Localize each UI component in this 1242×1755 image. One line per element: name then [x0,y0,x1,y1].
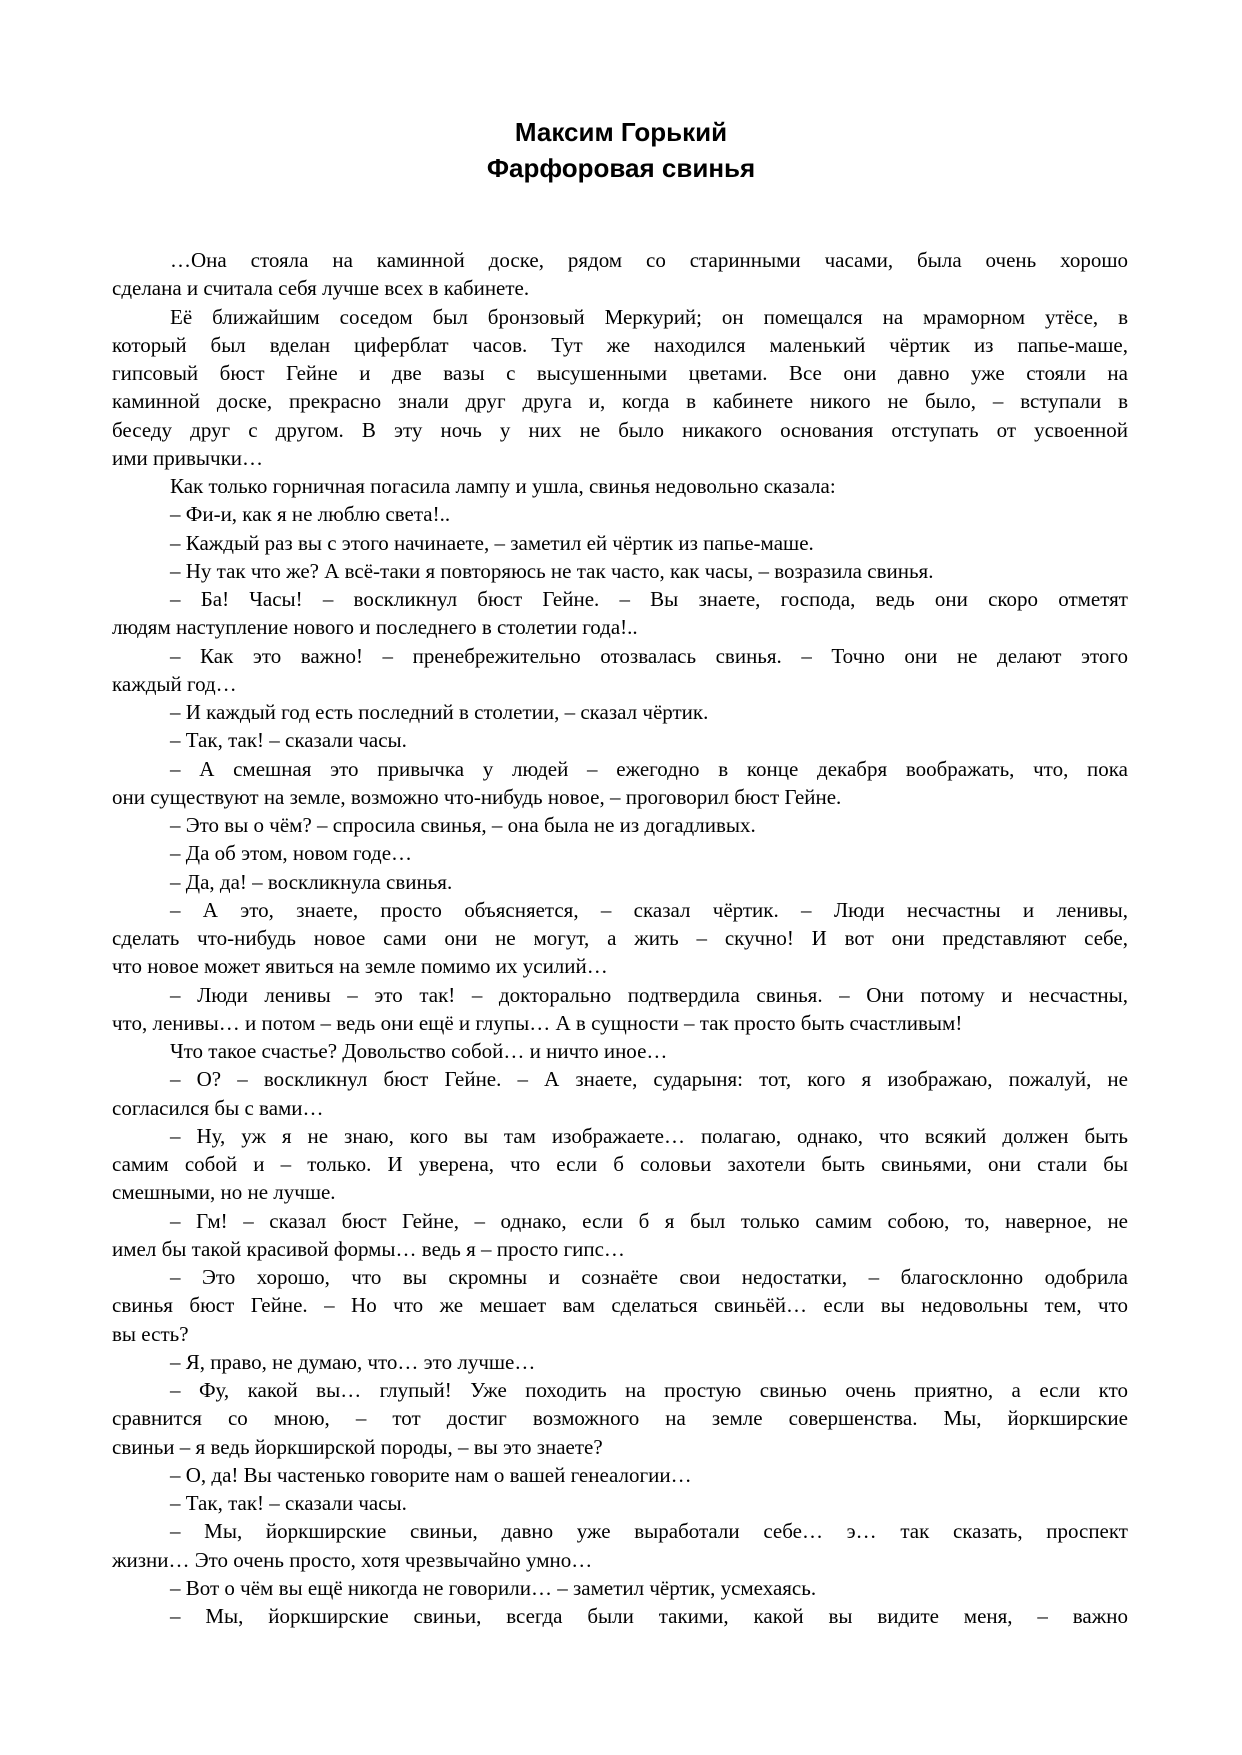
text-line: – Фи-и, как я не люблю света!.. [170,502,451,527]
text-line: – Ну так что же? А всё-таки я повторяюсь не так часто, как часы, – возразила свинья. [170,558,934,583]
story-title: Фарфоровая свинья [486,153,756,183]
paragraph [112,1574,1128,1602]
text-line: имел бы такой красивой формы… ведь я – просто гипс… [112,1236,625,1261]
paragraph [112,868,1128,896]
text-line: самим собой и – только. И уверена, что если б соловьи захотели быть свиньями, они стали бы [112,1152,1128,1176]
text-line: – Люди ленивы – это так! – докторально подтвердила свинья. – Они потому и несчастны, [170,982,1128,1007]
paragraph [112,303,1128,473]
paragraph [112,1517,1128,1574]
paragraph [112,529,1128,557]
paragraph [112,585,1128,642]
paragraph [112,811,1128,839]
text-line: ими привычки… [112,445,264,470]
text-line: Что такое счастье? Довольство собой… и ничто иное… [170,1039,668,1063]
paragraph [112,472,1128,500]
text-line: сделать что-нибудь новое сами они не могут, а жить – скучно! И вот они представляют себе, [112,926,1128,950]
author-name: Максим Горький [514,117,728,147]
paragraph [112,726,1128,754]
text-line: – Гм! – сказал бюст Гейне, – однако, если б я был только самим собою, то, наверное, не [170,1208,1128,1233]
text-line: …Она стояла на каминной доске, рядом со старинными часами, была очень хорошо [170,248,1128,272]
text-line: – Ба! Часы! – воскликнул бюст Гейне. – Вы знаете, господа, ведь они скоро отметят [170,587,1128,611]
text-line: вы есть? [112,1321,189,1346]
text-line: – Как это важно! – пренебрежительно отозвалась свинья. – Точно они не делают этого [170,643,1128,668]
text-line: – И каждый год есть последний в столетии, – сказал чёртик. [170,700,709,724]
text-line: – Да, да! – воскликнула свинья. [170,869,453,894]
text-line: свинья бюст Гейне. – Но что же мешает вам сделаться свиньёй… если вы недовольны тем, что [112,1293,1128,1318]
text-line: – Фу, какой вы… глупый! Уже походить на простую свинью очень приятно, а если кто [170,1378,1128,1402]
text-line: сравнится со мною, – тот достиг возможного на земле совершенства. Мы, йоркширские [112,1406,1128,1431]
text-line: Её ближайшим соседом был бронзовый Меркурий; он помещался на мраморном утёсе, в [170,304,1128,329]
story-body [112,246,1128,1630]
text-line: свиньи – я ведь йоркширской породы, – вы это знаете? [112,1434,603,1459]
text-line: – Каждый раз вы с этого начинаете, – заметил ей чёртик из папье-маше. [170,530,814,555]
text-line: они существуют на земле, возможно что-нибудь новое, – проговорил бюст Гейне. [112,784,842,809]
paragraph [112,1122,1128,1207]
text-line: – Мы, йоркширские свиньи, всегда были такими, какой вы видите меня, – важно [170,1604,1128,1628]
text-line: – Так, так! – сказали часы. [170,728,407,753]
text-line: – О? – воскликнул бюст Гейне. – А знаете, сударыня: тот, кого я изображаю, пожалуй, не [170,1067,1128,1092]
text-line: – А смешная это привычка у людей – ежегодно в конце декабря воображать, что, пока [170,756,1128,781]
text-line: что, ленивы… и потом – ведь они ещё и глупы… А в сущности – так просто быть счастливым! [112,1010,963,1035]
text-line: беседу друг с другом. В эту ночь у них не было никакого основания отступать от усвоенной [112,417,1128,442]
paragraph [112,896,1128,981]
paragraph [112,1602,1128,1630]
paragraph [112,1037,1128,1065]
text-line: каминной доске, прекрасно знали друг друга и, когда в кабинете никого не было, – вступали в [112,389,1128,414]
text-line: – Это хорошо, что вы скромны и сознаёте свои недостатки, – благосклонно одобрила [170,1265,1128,1289]
paragraph [112,1376,1128,1461]
text-line: – Мы, йоркширские свиньи, давно уже выработали себе… э… так сказать, проспект [170,1519,1128,1544]
text-line: сделана и считала себя лучше всех в кабинете. [112,276,530,301]
text-line: который был вделан циферблат часов. Тут же находился маленький чёртик из папье-маше, [112,332,1128,357]
paragraph [112,1207,1128,1264]
text-line: каждый год… [112,671,237,696]
text-line: людям наступление нового и последнего в столетии года!.. [112,615,638,640]
paragraph [112,1348,1128,1376]
text-line: – А это, знаете, просто объясняется, – сказал чёртик. – Люди несчастны и ленивы, [170,897,1128,922]
paragraph [112,1065,1128,1122]
paragraph [112,698,1128,726]
paragraph [112,246,1128,303]
text-line: гипсовый бюст Гейне и две вазы с высушенными цветами. Все они давно уже стояли на [112,361,1128,385]
text-line: жизни… Это очень просто, хотя чрезвычайно умно… [112,1547,593,1572]
paragraph [112,839,1128,867]
text-line: – Да об этом, новом годе… [170,841,413,866]
text-line: – Я, право, не думаю, что… это лучше… [170,1349,536,1374]
paragraph [112,1461,1128,1489]
text-line: согласился бы с вами… [112,1095,324,1120]
text-line: смешными, но не лучше. [112,1180,336,1205]
text-line: – Так, так! – сказали часы. [170,1491,407,1515]
paragraph [112,1263,1128,1348]
text-line: – Ну, уж я не знаю, кого вы там изображаете… полагаю, однако, что всякий должен быть [170,1123,1128,1148]
paragraph [112,642,1128,699]
text-line: – Это вы о чём? – спросила свинья, – она была не из догадливых. [170,813,756,837]
paragraph [112,755,1128,812]
paragraph [112,1489,1128,1517]
paragraph [112,981,1128,1038]
paragraph [112,500,1128,528]
text-line: Как только горничная погасила лампу и ушла, свинья недовольно сказала: [170,474,836,498]
text-line: – Вот о чём вы ещё никогда не говорили… – заметил чёртик, усмехаясь. [170,1575,817,1600]
text-line: что новое может явиться на земле помимо их усилий… [112,954,608,979]
paragraph [112,557,1128,585]
text-line: – О, да! Вы частенько говорите нам о вашей генеалогии… [170,1462,692,1487]
document-title [0,114,1242,186]
